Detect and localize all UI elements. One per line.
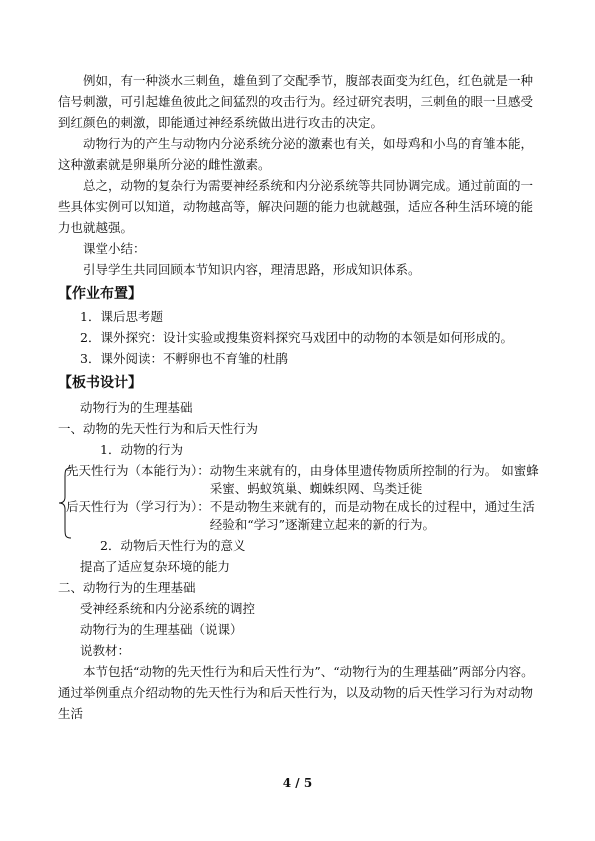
- talk-title: 动物行为的生理基础（说课）: [80, 622, 243, 637]
- paragraph-summary: 总之，动物的复杂行为需要神经系统和内分泌系统等共同协调完成。通过前面的一些具体实例可以知道，动物越高等，解决问题的能力也就越强，适应各种生活环境的能力也就越强。: [58, 178, 534, 235]
- innate-behavior-definition: 动物生来就有的，由身体里遗传物质所控制的行为。 如蜜蜂采蜜、蚂蚁筑巢、蜘蛛织网、鸟类迁徙: [209, 463, 539, 496]
- board-section-2: 二、动物行为的生理基础: [58, 580, 196, 595]
- curly-brace-icon: [58, 467, 72, 539]
- behavior-types-block: [58, 461, 542, 533]
- board-subsection-2: 2．动物后天性行为的意义: [100, 538, 246, 553]
- board-section-1: 一、动物的先天性行为和后天性行为: [58, 421, 259, 436]
- board-design-heading: 【板书设计】: [58, 375, 142, 391]
- board-section-2-text: 受神经系统和内分泌系统的调控: [80, 601, 256, 616]
- paragraph-stickleback: 例如，有一种淡水三刺鱼，雄鱼到了交配季节，腹部表面变为红色，红色就是一种信号刺激，可引起雄鱼彼此之间猛烈的攻击行为。经过研究表明，三刺鱼的眼一旦感受到红颜色的刺激，即能通过神经系统做出进行攻击的决定。: [58, 73, 534, 130]
- class-summary-text: 引导学生共同回顾本节知识内容，理清思路，形成知识体系。: [83, 262, 421, 277]
- innate-behavior-label: 先天性行为（本能行为）：: [66, 463, 210, 478]
- board-subsection-1: 1．动物的行为: [100, 442, 183, 457]
- learned-behavior-row: [58, 497, 542, 533]
- homework-item: 2．课外探究：设计实验或搜集资料探究马戏团中的动物的本领是如何形成的。: [80, 330, 513, 345]
- board-subsection-2-text: 提高了适应复杂环境的能力: [80, 559, 231, 574]
- board-title: 动物行为的生理基础: [80, 400, 193, 415]
- paragraph-hormone: 动物行为的产生与动物内分泌系统分泌的激素也有关，如母鸡和小鸟的育雏本能，这种激素就是卵巢所分泌的雌性激素。: [58, 136, 534, 172]
- talk-text: 本节包括“动物的先天性行为和后天性行为”、“动物行为的生理基础”两部分内容。通过举例重点介绍动物的先天性行为和后天性行为，以及动物的后天性学习行为对动物生活: [58, 664, 534, 721]
- page-content: [58, 70, 542, 724]
- homework-item: 3．课外阅读：不孵卵也不育雏的杜鹃: [80, 351, 288, 366]
- page-number: 4 / 5: [282, 776, 313, 790]
- learned-behavior-label: 后天性行为（学习行为）：: [66, 499, 210, 514]
- learned-behavior-definition: 不是动物生来就有的，而是动物在成长的过程中，通过生活经验和“学习”逐渐建立起来的新的行为。: [209, 499, 535, 532]
- homework-heading: 【作业布置】: [58, 286, 142, 302]
- class-summary-label: 课堂小结：: [83, 241, 146, 256]
- talk-label: 说教材：: [80, 643, 131, 658]
- homework-item: 1．课后思考题: [80, 309, 163, 324]
- innate-behavior-row: [58, 461, 542, 497]
